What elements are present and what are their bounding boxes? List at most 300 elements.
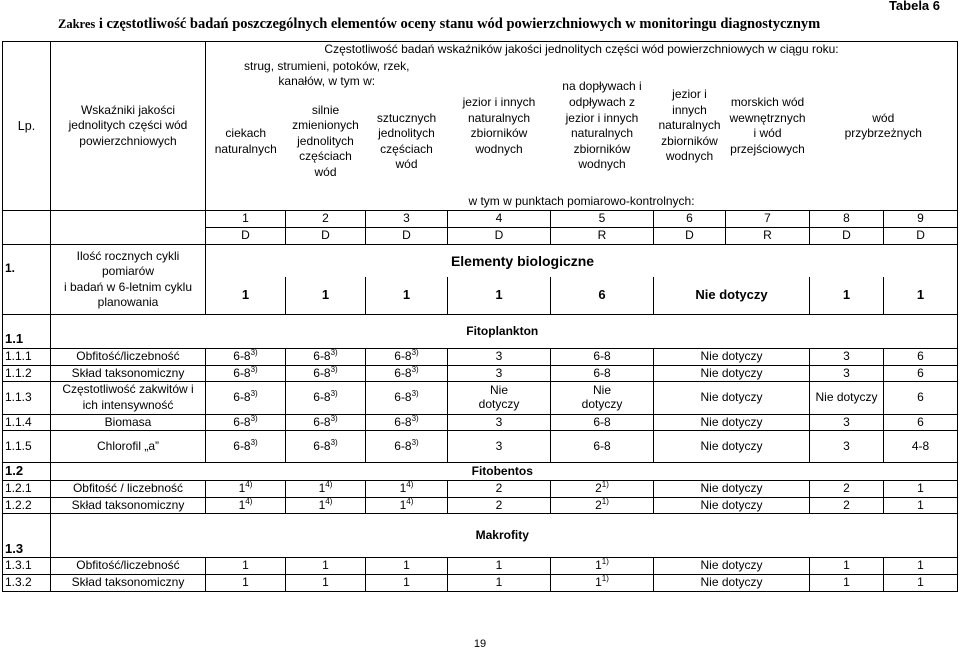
- row-value: [206, 497, 286, 514]
- header-code: D: [654, 228, 726, 245]
- footnote-marker: 4): [245, 497, 253, 506]
- footnote-marker: 1): [601, 557, 609, 567]
- row-value-text: 6-8: [593, 349, 611, 364]
- row-value: [366, 382, 448, 414]
- footnote-marker: 3): [330, 437, 338, 447]
- row1-value: 1: [366, 277, 448, 315]
- row-value-text: 3: [843, 414, 850, 429]
- row-value-text: 1: [595, 558, 602, 573]
- header-jezior-2-line: wodnych: [665, 149, 714, 164]
- header-morskich-line: wewnętrznych: [729, 110, 806, 125]
- table-row: [3, 558, 958, 575]
- row-value-text: 6-8: [233, 414, 251, 429]
- row-value: [884, 575, 958, 592]
- row-value-text: 6-8: [593, 414, 611, 429]
- row-value: [366, 349, 448, 366]
- page-title: [58, 16, 820, 33]
- row-value: [810, 558, 884, 575]
- row-value: [884, 558, 958, 575]
- row-value-text: 1: [917, 558, 924, 573]
- table-row: [3, 382, 958, 414]
- row-value-text: 6-8: [313, 414, 331, 429]
- row-value: [286, 414, 366, 431]
- row-value-text: 1: [318, 481, 326, 496]
- row-value: [810, 431, 884, 463]
- row-value: [448, 481, 551, 498]
- row-value: [884, 382, 958, 414]
- empty-cell: [51, 211, 206, 228]
- row-value: [366, 431, 448, 463]
- row-value: [551, 365, 654, 382]
- footnote-marker: 4): [325, 497, 333, 506]
- row-value-text: 3: [495, 414, 503, 429]
- row-value: [884, 431, 958, 463]
- header-code: R: [551, 228, 654, 245]
- row-value: [206, 481, 286, 498]
- footnote-marker: 1): [601, 497, 609, 506]
- row1-label-line: planowania: [97, 295, 159, 310]
- footnote-marker: 3): [411, 389, 419, 399]
- header-ciekach: [206, 90, 286, 194]
- row-lp: 1.1.3: [3, 382, 51, 414]
- subsection-lp: 1.3: [3, 514, 51, 558]
- row-value-text: 2: [495, 497, 503, 512]
- row-value: [884, 481, 958, 498]
- empty-cell: [3, 228, 51, 245]
- row-value: [551, 497, 654, 514]
- row-value: [884, 349, 958, 366]
- header-silnie-line: wód: [314, 165, 337, 180]
- row1-label-line: i badań w 6-letnim cyklu: [63, 279, 193, 294]
- row1-value: 1: [810, 277, 884, 315]
- row-value: [810, 414, 884, 431]
- row-value-text: 1: [843, 575, 850, 590]
- header-silnie: [286, 90, 366, 194]
- header-morskich-line: przejściowych: [730, 141, 805, 156]
- row-value-text: 1: [403, 558, 410, 573]
- row-value-text: Nie dotyczy: [815, 390, 878, 405]
- header-code: D: [206, 228, 286, 245]
- row-value: [286, 349, 366, 366]
- row-value-text: 4-8: [911, 438, 930, 453]
- row-value-text: 3: [495, 349, 503, 364]
- row-value: [551, 414, 654, 431]
- row-value-text: 1: [242, 558, 249, 573]
- footnote-marker: 3): [330, 348, 338, 358]
- subsection-fitoplankton: Fitoplankton: [206, 315, 958, 349]
- header-number: 2: [286, 211, 366, 228]
- row-value-text: Nie dotyczy: [700, 390, 763, 405]
- row-value: [366, 481, 448, 498]
- table-row: [3, 349, 958, 366]
- row-value: [654, 431, 810, 463]
- row-value: [206, 382, 286, 414]
- header-doplywach: [551, 59, 654, 194]
- header-number: 5: [551, 211, 654, 228]
- row-value-text: 1: [917, 481, 924, 496]
- header-strug: strug, strumieni, potoków, rzek,: [206, 59, 448, 75]
- row-value-text: 6-8: [313, 390, 331, 405]
- row-value: [810, 481, 884, 498]
- row-value: [448, 365, 551, 382]
- footnote-marker: 3): [330, 365, 338, 374]
- header-jezior-2-line: jezior i: [672, 87, 707, 102]
- row-value: [810, 497, 884, 514]
- row-value: [286, 558, 366, 575]
- row-value-text: 2: [843, 497, 850, 512]
- table-row: [3, 481, 958, 498]
- row-value-text: Nie dotyczy: [700, 414, 763, 429]
- row-value: [654, 575, 810, 592]
- footnote-marker: 3): [411, 365, 419, 374]
- row-value: [286, 497, 366, 514]
- footnote-marker: 3): [330, 414, 338, 423]
- row-value: [206, 365, 286, 382]
- header-number: 1: [206, 211, 286, 228]
- row-value-text: Nie dotyczy: [700, 575, 763, 590]
- row-name: Obfitość/liczebność: [51, 349, 206, 366]
- footnote-marker: 1): [601, 574, 609, 584]
- header-przybrzeznych-line: wód: [872, 110, 895, 125]
- row-value-text: 6-8: [313, 365, 331, 380]
- header-doplywach-line: odpływach z: [568, 94, 636, 109]
- header-silnie-line: zmienionych: [292, 118, 359, 133]
- row1-label-line: Ilość rocznych cykli pomiarów: [76, 248, 180, 279]
- row-value-text: 6-8: [394, 438, 412, 453]
- header-jezior-1-line: naturalnych: [467, 110, 531, 125]
- row-value: [206, 558, 286, 575]
- header-sztucznych: [366, 90, 448, 194]
- subsection-lp: 1.1: [3, 315, 51, 349]
- header-jezior-1-line: jezior i innych: [462, 94, 536, 109]
- header-morskich-line: i wód: [753, 126, 782, 141]
- row-value: [810, 575, 884, 592]
- row-lp: 1.3.2: [3, 575, 51, 592]
- row-value: [551, 431, 654, 463]
- header-doplywach-line: na dopływach i: [562, 79, 642, 94]
- header-indicators: [51, 42, 206, 211]
- header-doplywach-line: jezior i innych: [565, 110, 639, 125]
- row-value-text: Nie dotyczy: [700, 438, 763, 453]
- row-value: [366, 414, 448, 431]
- header-doplywach-line: zbiorników: [573, 141, 631, 156]
- footnote-marker: 3): [250, 365, 258, 374]
- header-sztucznych-line: jednolitych: [378, 126, 435, 141]
- row-value: [654, 558, 810, 575]
- row-value-text: Nie dotyczy: [581, 382, 623, 411]
- row-name: Obfitość/liczebność: [51, 558, 206, 575]
- header-jezior-2-line: naturalnych: [658, 118, 721, 133]
- row-value-text: Nie dotyczy: [700, 349, 763, 364]
- header-codes-row: [3, 228, 958, 245]
- empty-cell: [51, 228, 206, 245]
- header-silnie-line: częściach: [299, 149, 352, 164]
- header-morskich-line: morskich wód: [730, 94, 805, 109]
- row-value-text: 3: [495, 438, 503, 453]
- footnote-marker: 3): [411, 437, 419, 447]
- header-ciekach-line: naturalnych: [214, 141, 277, 156]
- section-elementy-biologiczne: Elementy biologiczne: [206, 245, 958, 277]
- row-value: [654, 382, 810, 414]
- row-value-text: 6: [917, 414, 924, 429]
- row-value-text: 6-8: [233, 365, 251, 380]
- header-przybrzeznych-line: przybrzeżnych: [844, 126, 922, 141]
- header-frequency: Częstotliwość badań wskaźników jakości jednolitych części wód powierzchniowych w ciągu roku:: [206, 42, 958, 59]
- header-lp: Lp.: [3, 42, 51, 211]
- header-przybrzeznych: [810, 59, 958, 194]
- row1-lp: 1.: [3, 245, 51, 277]
- row-value-text: 3: [843, 349, 850, 364]
- header-indicators-line: jednolitych części wód: [68, 118, 188, 133]
- header-kanalow: kanałów, w tym w:: [206, 74, 448, 90]
- row-value-text: 6: [917, 365, 924, 380]
- header-jezior-1-line: zbiorników: [470, 126, 528, 141]
- title-rest: i częstotliwość badań poszczególnych elementów oceny stanu wód powierzchniowych w monitoringu diagnostycznym: [95, 16, 821, 32]
- row-value-text: 1: [399, 481, 407, 496]
- row-value-text: 6-8: [593, 365, 611, 380]
- header-doplywach-line: wodnych: [578, 157, 626, 172]
- subsection-fitobentos: Fitobentos: [206, 463, 958, 481]
- row-value: [206, 431, 286, 463]
- row-value: [810, 365, 884, 382]
- row-value-text: 6-8: [233, 349, 251, 364]
- row-lp: 1.1.4: [3, 414, 51, 431]
- table-row: [3, 497, 958, 514]
- header-jezior-1-line: wodnych: [475, 141, 523, 156]
- row-name: Skład taksonomiczny: [51, 575, 206, 592]
- empty-cell: [51, 514, 206, 558]
- row-value: [206, 349, 286, 366]
- row-value-text: 1: [495, 575, 503, 590]
- row-value-text: 2: [595, 497, 602, 512]
- row-name-line: Częstotliwość zakwitów i: [62, 382, 194, 397]
- footnote-marker: 1): [601, 480, 609, 490]
- footnote-marker: 3): [411, 414, 419, 423]
- row-value-text: 1: [595, 575, 602, 590]
- row-value-text: 1: [238, 481, 246, 496]
- header-number: 6: [654, 211, 726, 228]
- row-value: [884, 414, 958, 431]
- row1-value: 6: [551, 277, 654, 315]
- row-value: [366, 365, 448, 382]
- row-value-text: Nie dotyczy: [700, 481, 763, 496]
- row-value: [366, 558, 448, 575]
- row-lp: 1.1.2: [3, 365, 51, 382]
- row-value-text: Nie dotyczy: [700, 497, 763, 512]
- table-row: [3, 575, 958, 592]
- row-value-text: 3: [843, 438, 850, 453]
- row-name: Chlorofil „a”: [51, 431, 206, 463]
- row-value-text: 6-8: [313, 349, 331, 364]
- row-value: [654, 365, 810, 382]
- row-value-text: 1: [318, 497, 326, 512]
- footnote-marker: 4): [325, 480, 333, 490]
- title-lead: Zakres: [58, 17, 96, 31]
- row-value-text: 1: [403, 575, 410, 590]
- row-name: Obfitość / liczebność: [51, 481, 206, 498]
- table-row: [3, 431, 958, 463]
- row-value-text: 1: [399, 497, 407, 512]
- header-sztucznych-line: sztucznych: [376, 110, 437, 125]
- row-value: [884, 365, 958, 382]
- footnote-marker: 3): [330, 389, 338, 399]
- footnote-marker: 3): [250, 348, 258, 358]
- row-value: [448, 382, 551, 414]
- header-sztucznych-line: częściach: [380, 141, 433, 156]
- subsection-makrofity: Makrofity: [206, 514, 958, 558]
- footnote-marker: 3): [250, 437, 258, 447]
- table-row: [3, 365, 958, 382]
- row-value: [286, 382, 366, 414]
- header-jezior-2-line: innych: [672, 102, 707, 117]
- row-lp: 1.2.1: [3, 481, 51, 498]
- header-code: D: [286, 228, 366, 245]
- footnote-marker: 4): [245, 480, 253, 490]
- row-value-text: 1: [495, 558, 503, 573]
- row-value: [551, 575, 654, 592]
- header-morskich: [726, 59, 810, 194]
- row-value: [884, 497, 958, 514]
- header-indicators-line: Wskaźniki jakości: [80, 102, 176, 117]
- row-lp: 1.1.1: [3, 349, 51, 366]
- row-value: [654, 349, 810, 366]
- row-value: [286, 365, 366, 382]
- row1-value: 1: [286, 277, 366, 315]
- row-value-text: 1: [322, 575, 329, 590]
- row-value-text: 3: [843, 365, 850, 380]
- row1-label: [51, 245, 206, 315]
- row-value-text: 6-8: [394, 390, 412, 405]
- row-value: [448, 558, 551, 575]
- footnote-marker: 3): [411, 348, 419, 358]
- row1-value: 1: [884, 277, 958, 315]
- row-value: [810, 349, 884, 366]
- header-punkty: w tym w punktach pomiarowo-kontrolnych:: [206, 194, 958, 211]
- header-ciekach-line: ciekach: [225, 126, 267, 141]
- row-value: [654, 497, 810, 514]
- header-code: D: [366, 228, 448, 245]
- row-value-text: 6-8: [394, 365, 412, 380]
- row-value: [551, 382, 654, 414]
- row-name: Skład taksonomiczny: [51, 365, 206, 382]
- empty-cell: [51, 315, 206, 349]
- empty-cell: [51, 463, 206, 481]
- row-lp: 1.3.1: [3, 558, 51, 575]
- table-number-label: Tabela 6: [888, 0, 940, 13]
- header-jezior-2-line: zbiorników: [661, 133, 718, 148]
- footnote-marker: 4): [406, 480, 414, 490]
- empty-cell: [3, 211, 51, 228]
- row1-value: 1: [448, 277, 551, 315]
- header-code: R: [726, 228, 810, 245]
- row-value: [448, 414, 551, 431]
- header-number: 9: [884, 211, 958, 228]
- header-doplywach-line: naturalnych: [570, 126, 634, 141]
- row-value-text: 6-8: [233, 390, 251, 405]
- footnote-marker: 3): [250, 389, 258, 399]
- frequency-table: [2, 41, 958, 592]
- row-value-text: 6-8: [394, 349, 412, 364]
- row-value-text: 2: [495, 481, 503, 496]
- footnote-marker: 4): [406, 497, 414, 506]
- row-lp: 1.2.2: [3, 497, 51, 514]
- row-value: [206, 414, 286, 431]
- row-value: [448, 575, 551, 592]
- row-value-text: 6-8: [233, 438, 251, 453]
- header-sztucznych-line: wód: [395, 157, 418, 172]
- row-value-text: 6-8: [313, 438, 331, 453]
- row-value-text: 1: [238, 497, 246, 512]
- row-value: [448, 349, 551, 366]
- header-silnie-line: jednolitych: [297, 133, 354, 148]
- row-value-text: 1: [917, 497, 924, 512]
- header-number: 4: [448, 211, 551, 228]
- empty-cell: [3, 277, 51, 315]
- header-number: 8: [810, 211, 884, 228]
- row-value: [654, 414, 810, 431]
- row-value-text: 1: [242, 575, 249, 590]
- row-value: [551, 558, 654, 575]
- row-value-text: Nie dotyczy: [700, 365, 763, 380]
- header-indicators-line: powierzchniowych: [79, 133, 177, 148]
- row-value: [286, 481, 366, 498]
- row-value-text: 3: [495, 365, 503, 380]
- page-number: 19: [473, 638, 487, 650]
- header-code: D: [884, 228, 958, 245]
- row-value: [366, 575, 448, 592]
- row-value-text: 6-8: [394, 414, 412, 429]
- row-value-text: 6: [917, 390, 924, 405]
- header-code: D: [810, 228, 884, 245]
- row-name: [51, 382, 206, 414]
- row-name: Biomasa: [51, 414, 206, 431]
- header-numbers-row: [3, 211, 958, 228]
- row-value: [551, 349, 654, 366]
- row-value: [448, 497, 551, 514]
- header-jezior-1: [448, 59, 551, 194]
- header-number: 7: [726, 211, 810, 228]
- table-row: [3, 414, 958, 431]
- header-number: 3: [366, 211, 448, 228]
- footnote-marker: 3): [250, 414, 258, 423]
- row-value-text: 1: [917, 575, 924, 590]
- row-value-text: Nie dotyczy: [478, 382, 520, 411]
- header-silnie-line: silnie: [311, 102, 340, 117]
- row-value: [654, 481, 810, 498]
- row-value-text: 2: [595, 481, 602, 496]
- row-value: [206, 575, 286, 592]
- row-value: [551, 481, 654, 498]
- row-value: [448, 431, 551, 463]
- row-value-text: 6: [917, 349, 924, 364]
- header-jezior-2: [654, 59, 726, 194]
- subsection-lp: 1.2: [3, 463, 51, 481]
- row-value-text: Nie dotyczy: [700, 558, 763, 573]
- row-name-line: ich intensywność: [82, 397, 174, 412]
- row1-value: 1: [206, 277, 286, 315]
- row1-value: Nie dotyczy: [654, 277, 810, 315]
- row-value: [286, 431, 366, 463]
- row-value: [810, 382, 884, 414]
- row-value-text: 2: [843, 481, 850, 496]
- row-name: Skład taksonomiczny: [51, 497, 206, 514]
- row-lp: 1.1.5: [3, 431, 51, 463]
- row-value-text: 6-8: [593, 438, 611, 453]
- header-code: D: [448, 228, 551, 245]
- row-value-text: 1: [843, 558, 850, 573]
- row-value-text: 1: [322, 558, 329, 573]
- row-value: [366, 497, 448, 514]
